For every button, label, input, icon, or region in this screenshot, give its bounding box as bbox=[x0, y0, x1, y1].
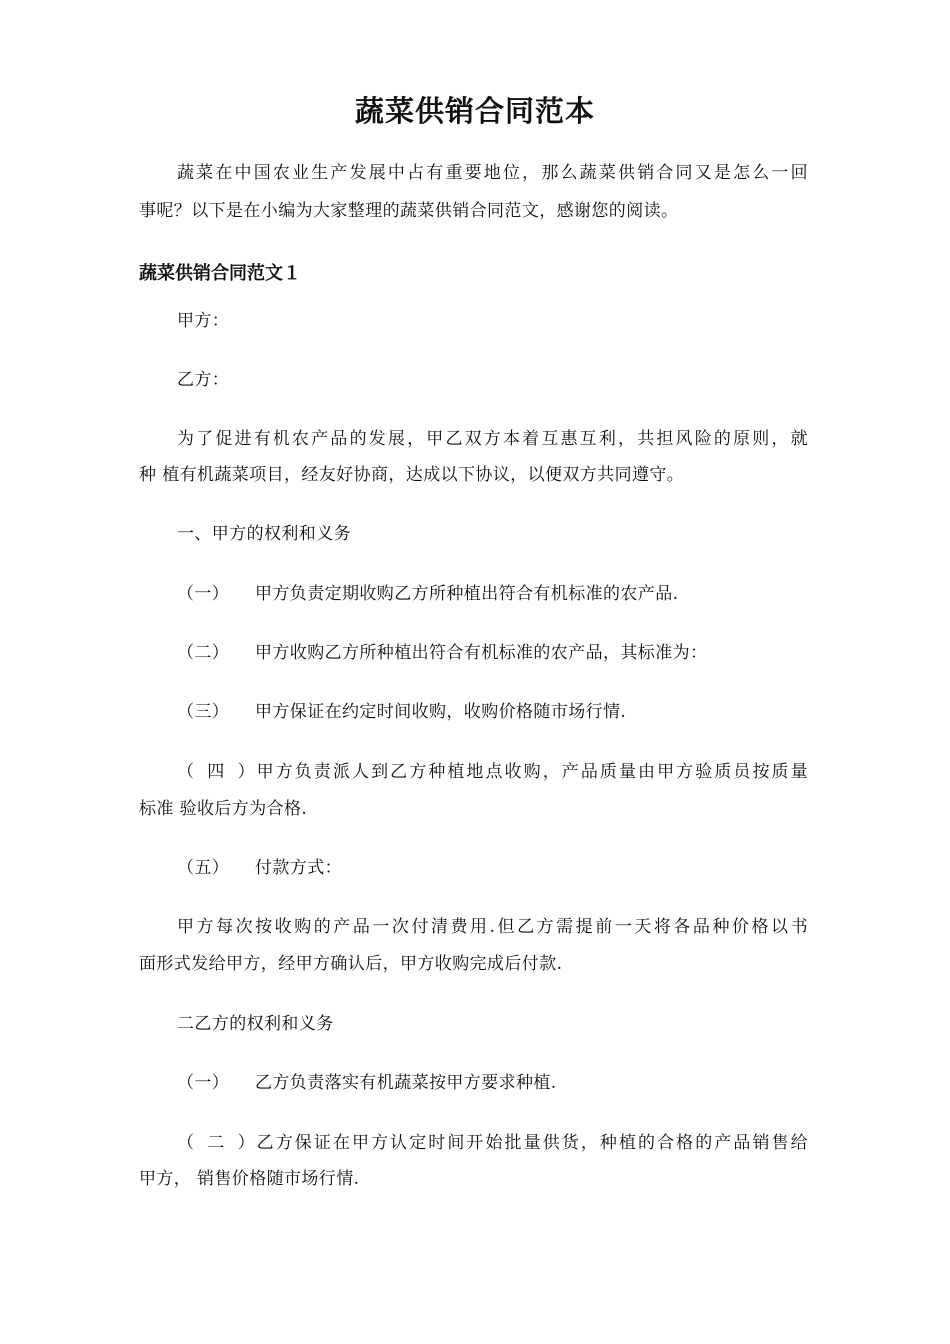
article-1-title: 一、甲方的权利和义务 bbox=[177, 524, 351, 544]
article-1-item-4 bbox=[177, 761, 808, 783]
item-number: （二） bbox=[177, 643, 230, 663]
article-2-item-2-cont: 甲方， 销售价格随市场行情. bbox=[139, 1169, 360, 1189]
payment-line-1: 甲方每次按收购的产品一次付清费用.但乙方需提前一天将各品种价格以书 bbox=[177, 917, 808, 937]
document-title: 蔬菜供销合同范本 bbox=[354, 94, 595, 128]
item-number: （一） bbox=[177, 584, 230, 604]
article-2-item-2 bbox=[177, 1132, 808, 1154]
article-1-item-1 bbox=[177, 583, 678, 605]
article-1-item-4-cont: 标准 验收后方为合格. bbox=[139, 799, 308, 819]
preamble-line-1: 为了促进有机农产品的发展，甲乙双方本着互惠互利，共担风险的原则，就 bbox=[177, 429, 808, 449]
item-text: 付款方式： bbox=[255, 858, 342, 878]
item-number: （二） bbox=[177, 1133, 255, 1153]
article-2-title: 二乙方的权利和义务 bbox=[177, 1014, 334, 1034]
party-a-label: 甲方： bbox=[177, 311, 230, 331]
intro-line-1: 蔬菜在中国农业生产发展中占有重要地位，那么蔬菜供销合同又是怎么一回 bbox=[177, 163, 808, 183]
section-heading: 蔬菜供销合同范文１ bbox=[139, 263, 301, 284]
article-1-item-2 bbox=[177, 642, 707, 664]
item-text: 乙方保证在甲方认定时间开始批量供货，种植的合格的产品销售给 bbox=[255, 1133, 808, 1153]
article-2-item-1 bbox=[177, 1072, 557, 1094]
item-text: 甲方收购乙方所种植出符合有机标准的农产品，其标准为： bbox=[255, 643, 708, 663]
article-1-item-5 bbox=[177, 857, 342, 879]
item-text: 甲方负责定期收购乙方所种植出符合有机标准的农产品. bbox=[255, 584, 679, 604]
party-b-label: 乙方： bbox=[177, 370, 230, 390]
item-number: （一） bbox=[177, 1073, 230, 1093]
preamble-line-2: 种 植有机蔬菜项目，经友好协商，达成以下协议，以便双方共同遵守。 bbox=[139, 465, 685, 485]
item-text: 甲方负责派人到乙方种植地点收购，产品质量由甲方验质员按质量 bbox=[255, 762, 808, 782]
item-number: （四） bbox=[177, 762, 255, 782]
intro-line-2: 事呢？以下是在小编为大家整理的蔬菜供销合同范文，感谢您的阅读。 bbox=[139, 201, 679, 221]
article-1-item-3 bbox=[177, 701, 626, 723]
item-text: 甲方保证在约定时间收购，收购价格随市场行情. bbox=[255, 702, 627, 722]
item-text: 乙方负责落实有机蔬菜按甲方要求种植. bbox=[255, 1073, 557, 1093]
item-number: （五） bbox=[177, 858, 230, 878]
payment-line-2: 面形式发给甲方，经甲方确认后，甲方收购完成后付款. bbox=[139, 954, 563, 974]
item-number: （三） bbox=[177, 702, 230, 722]
